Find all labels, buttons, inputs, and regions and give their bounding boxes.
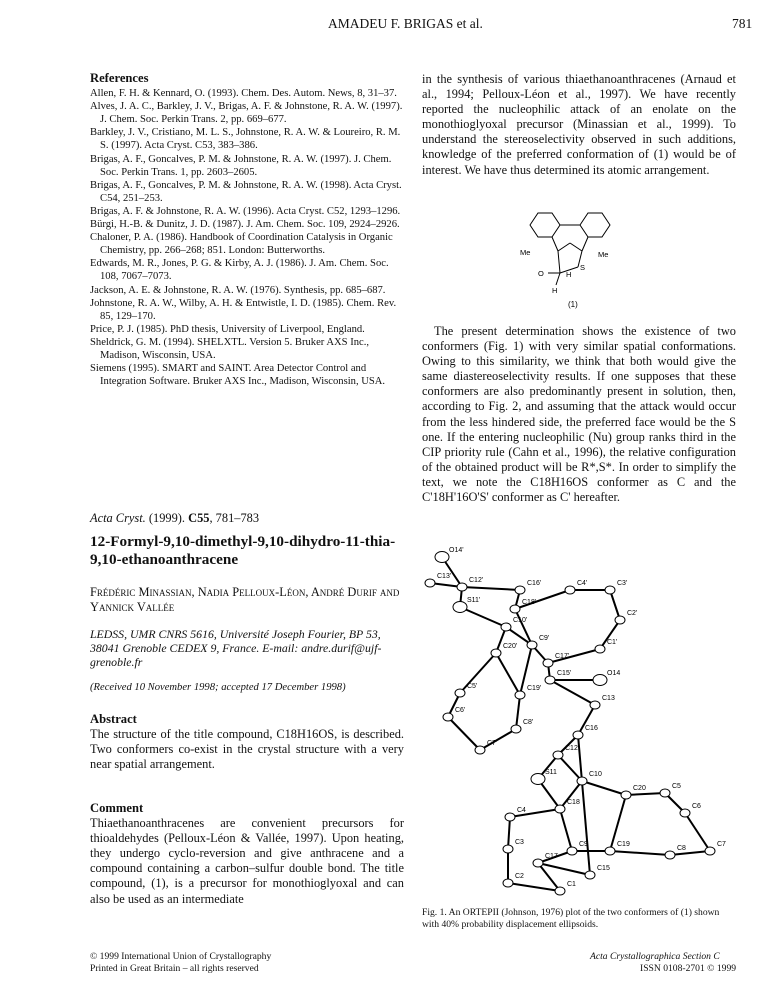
ortep-atom-label: C5 (672, 783, 681, 790)
ortep-atom-ellipsoid (555, 805, 565, 813)
ortep-bond (582, 781, 626, 795)
ortep-atom-ellipsoid (680, 809, 690, 817)
citation-journal: Acta Cryst. (90, 511, 146, 525)
ortep-atom-label: C5' (467, 683, 478, 690)
scheme-me-left: Me (520, 248, 531, 257)
ortep-atom-ellipsoid (595, 645, 605, 653)
ortep-atom-ellipsoid (435, 552, 449, 563)
reference-item: Edwards, M. R., Jones, P. G. & Kirby, A. J. (1986). J. Am. Chem. Soc. 108, 7067–7073. (90, 258, 389, 283)
ortep-bond (610, 590, 620, 620)
ortep-atom-ellipsoid (615, 616, 625, 624)
citation-volume: C55 (188, 511, 210, 525)
ortep-bond (610, 851, 670, 855)
ortep-atom-label: C2 (515, 873, 524, 880)
ortep-atom-ellipsoid (453, 602, 467, 613)
ortep-atom-ellipsoid (515, 586, 525, 594)
ortep-atom-label: S11 (545, 769, 557, 776)
ortep-bond (460, 653, 496, 693)
article-authors: Frédéric Minassian, Nadia Pelloux-Léon, André Durif and Yannick Vallée (90, 585, 400, 614)
ortep-atom-ellipsoid (577, 777, 587, 785)
ortep-atom-ellipsoid (590, 701, 600, 709)
ortep-atom-ellipsoid (553, 751, 563, 759)
ortep-atom-label: C10 (589, 771, 602, 778)
chemical-scheme (500, 203, 650, 313)
reference-item: Brigas, A. F., Goncalves, P. M. & Johnstone, R. A. W. (1997). J. Chem. Soc. Perkin Trans. 1, pp. 2603–2605. (90, 153, 392, 178)
ortep-bond (448, 717, 480, 750)
ortep-bond (508, 817, 510, 849)
scheme-me-right: Me (598, 250, 609, 259)
comment-paragraph-1: Thiaethanoanthracenes are convenient precursors for thioaldehydes (Pelloux-Léon & Vallée, 1997). Upon heating, they undergo cyclo-reversion and give anthracene and a compound containing a carbon–sulfur double bond. The title compound, (1), is a precursor for monothioglyoxal and can also be used as an intermediate (90, 816, 404, 906)
scheme-h1: H (566, 270, 572, 279)
abstract-section (90, 712, 404, 772)
ortep-bond (560, 809, 572, 851)
ortep-atom-label: C7' (487, 740, 498, 747)
ortep-atom-label: C9 (579, 841, 588, 848)
reference-item: Jackson, A. E. & Johnstone, R. A. W. (1976). Synthesis, pp. 685–687. (90, 284, 386, 296)
ortep-atom-ellipsoid (511, 725, 521, 733)
ortep-atom-label: C6 (692, 803, 701, 810)
references-section (90, 72, 404, 388)
ortep-atom-label: C15' (557, 670, 572, 677)
ortep-atom-label: C20 (633, 785, 646, 792)
scheme-s: S (580, 263, 586, 272)
comment-heading: Comment (90, 801, 144, 815)
ortep-atom-ellipsoid (510, 605, 520, 613)
ortep-atom-ellipsoid (491, 649, 501, 657)
reference-item: Price, P. J. (1985). PhD thesis, University of Liverpool, England. (90, 323, 365, 335)
footer-printed: Printed in Great Britain – all rights reserved (90, 963, 259, 974)
ortep-atom-ellipsoid (515, 691, 525, 699)
ortep-bond (670, 851, 710, 855)
reference-item: Chaloner, P. A. (1986). Handbook of Coordination Catalysis in Organic Chemistry, pp. 266–268; 851. London: Butterworths. (90, 232, 393, 257)
reference-item: Alves, J. A. C., Barkley, J. V., Brigas, A. F. & Johnstone, R. A. W. (1997). J. Chem. Soc. Perkin Trans. 2, pp. 669–677. (90, 101, 403, 126)
reference-item: Brigas, A. F., Goncalves, P. M. & Johnstone, R. A. W. (1998). Acta Cryst. C54, 251–253. (90, 179, 402, 204)
footer-issn: ISSN 0108-2701 © 1999 (640, 963, 737, 974)
article-affiliation: LEDSS, UMR CNRS 5616, Université Joseph Fourier, BP 53, 38041 Grenoble CEDEX 9, France. E-mail: andre.durif@ujf-grenoble.fr (90, 627, 382, 670)
ortep-atom-ellipsoid (501, 623, 511, 631)
ortep-atom-label: C12 (565, 745, 578, 752)
page-number: 781 (732, 16, 753, 31)
ortep-atom-label: C17' (555, 653, 570, 660)
ortep-bond (496, 653, 520, 695)
ortep-atom-label: O14 (607, 670, 621, 677)
ortep-atom-ellipsoid (565, 586, 575, 594)
ortep-bond (626, 793, 665, 795)
comment-section (90, 801, 404, 907)
ortep-atom-ellipsoid (545, 676, 555, 684)
ortep-atom-label: C18 (567, 799, 580, 806)
reference-item: Bürgi, H.-B. & Dunitz, J. D. (1987). J. Am. Chem. Soc. 109, 2924–2926. (90, 219, 400, 231)
ortep-bond (516, 695, 520, 729)
ortep-atom-ellipsoid (503, 879, 513, 887)
ortep-atom-ellipsoid (605, 586, 615, 594)
references-heading: References (90, 71, 149, 85)
ortep-atom-label: C16' (527, 580, 542, 587)
abstract-heading: Abstract (90, 712, 137, 726)
ortep-bond (550, 680, 595, 705)
ortep-bonds (430, 557, 710, 891)
ortep-atom-ellipsoid (527, 641, 537, 649)
ortep-atom-ellipsoid (457, 583, 467, 591)
ortep-atom-ellipsoid (533, 859, 543, 867)
ortep-bond (508, 883, 560, 891)
ortep-atom-label: C7 (717, 841, 726, 848)
ortep-bond (685, 813, 710, 851)
reference-item: Barkley, J. V., Cristiano, M. L. S., Johnstone, R. A. W. & Loureiro, R. M. S. (1997). Acta Cryst. C53, 383–386. (90, 127, 401, 152)
ortep-atom-ellipsoid (660, 789, 670, 797)
article-title: 12-Formyl-9,10-dimethyl-9,10-dihydro-11-thia-9,10-ethanoanthracene (90, 533, 396, 568)
footer-copyright: © 1999 International Union of Crystallography (90, 951, 272, 962)
ortep-atom-label: C6' (455, 707, 466, 714)
ortep-atom-ellipsoid (665, 851, 675, 859)
ortep-atom-label: C19' (527, 685, 542, 692)
reference-item: Brigas, A. F. & Johnstone, R. A. W. (1996). Acta Cryst. C52, 1293–1296. (90, 205, 401, 217)
ortep-atom-ellipsoid (621, 791, 631, 799)
ortep-atom-ellipsoid (455, 689, 465, 697)
ortep-atom-ellipsoid (425, 579, 435, 587)
ortep-atom-ellipsoid (573, 731, 583, 739)
ortep-atom-label: C10' (513, 617, 528, 624)
figure-caption: Fig. 1. An ORTEPII (Johnson, 1976) plot of the two conformers of (1) shown with 40% probability displacement ellipsoids. (422, 907, 720, 930)
citation-year: (1999). (148, 511, 186, 525)
footer-journal-section: Acta Crystallographica Section C (590, 951, 720, 962)
ortep-atom-label: C8' (523, 719, 534, 726)
ortep-atom-ellipsoid (593, 675, 607, 686)
ortep-atom-label: C12' (469, 577, 484, 584)
ortep-atoms (425, 547, 726, 895)
ortep-atom-label: C20' (503, 643, 518, 650)
ortep-bond (480, 729, 516, 750)
received-dates: (Received 10 November 1998; accepted 17 December 1998) (90, 682, 346, 693)
reference-item: Sheldrick, G. M. (1994). SHELXTL. Version 5. Bruker AXS Inc., Madison, Wisconsin, USA. (90, 336, 370, 361)
comment-paragraph-2: The present determination shows the existence of two conformers (Fig. 1) with very similar spatial conformations. Owing to this similarity, we think that both would give the same diastereoselectivity results. If one supposes that these conformers are also predominantly present in solution, then, according to Fig. 2, and assuming that the attack would occur from the less hindered side, the preferred face would be the S one. If the entering nucleophilic (Nu) group ranks third in the CIP priority rule (Cahn et al., 1996), the relative configuration of the obtained product will be R*,S*. In order to simplify the text, we note the C18H16OS conformer as C and the C'18H'16O'S' conformer as C' hereafter. (422, 324, 736, 505)
ortep-atom-ellipsoid (475, 746, 485, 754)
ortep-atom-ellipsoid (705, 847, 715, 855)
ortep-atom-label: C3 (515, 839, 524, 846)
ortep-atom-ellipsoid (443, 713, 453, 721)
ortep-atom-label: C9' (539, 635, 550, 642)
ortep-atom-label: C13' (437, 573, 452, 580)
running-header-author: AMADEU F. BRIGAS et al. (328, 16, 483, 31)
ortep-atom-label: C4' (577, 580, 588, 587)
citation-pages: 781–783 (215, 511, 260, 525)
ortep-atom-label: C4 (517, 807, 526, 814)
scheme-h2: H (552, 286, 558, 295)
ortep-bond (460, 607, 506, 627)
comment-paragraph-1-continued: in the synthesis of various thiaethanoanthracenes (Arnaud et al., 1994; Pelloux-Léon et al., 1997). We have recently reported the nucleophilic attack of an enolate on the monothioglyoxal precursor (Minassian et al., 1999). To understand the stereoselectivity observed in such additions, knowledge of the preferred conformation of (1) would be of interest. We have thus determined its atomic arrangement. (422, 72, 736, 177)
ortep-atom-ellipsoid (585, 871, 595, 879)
ortep-atom-label: C17 (545, 853, 558, 860)
ortep-atom-ellipsoid (543, 659, 553, 667)
ortep-atom-label: C16 (585, 725, 598, 732)
ortep-atom-label: C1 (567, 881, 576, 888)
ortep-atom-label: C18' (522, 599, 537, 606)
reference-item: Siemens (1995). SMART and SAINT. Area Detector Control and Integration Software. Bruker AXS Inc., Madison, Wisconsin, USA. (90, 363, 386, 388)
ortep-atom-label: C1' (607, 639, 618, 646)
ortep-atom-label: S11' (467, 597, 481, 604)
ortep-atom-label: C13 (602, 695, 615, 702)
scheme-o: O (538, 269, 544, 278)
ortep-atom-ellipsoid (555, 887, 565, 895)
ortep-atom-label: C3' (617, 580, 628, 587)
ortep-atom-label: O14' (449, 547, 464, 554)
ortep-atom-ellipsoid (505, 813, 515, 821)
reference-item: Johnstone, R. A. W., Wilby, A. H. & Entwistle, I. D. (1985). Chem. Rev. 85, 129–170. (90, 297, 397, 322)
ortep-atom-label: C2' (627, 610, 638, 617)
ortep-atom-ellipsoid (567, 847, 577, 855)
ortep-atom-label: C15 (597, 865, 610, 872)
ortep-atom-ellipsoid (531, 774, 545, 785)
ortep-atom-label: C8 (677, 845, 686, 852)
ortep-bond (462, 587, 520, 590)
ortep-atom-ellipsoid (605, 847, 615, 855)
ortep-bond (558, 755, 582, 781)
reference-list (90, 87, 404, 388)
ortep-atom-label: C19 (617, 841, 630, 848)
reference-item: Allen, F. H. & Kennard, O. (1993). Chem. Des. Autom. News, 8, 31–37. (90, 88, 397, 100)
scheme-number: (1) (568, 300, 578, 309)
citation-line: Acta Cryst. (1999). C55, 781–783 (90, 511, 260, 525)
ortep-atom-ellipsoid (503, 845, 513, 853)
abstract-text: The structure of the title compound, C18H16OS, is described. Two conformers co-exist in the crystal structure with a very near spatial arrangement. (90, 727, 404, 772)
ortep-figure (420, 545, 740, 900)
